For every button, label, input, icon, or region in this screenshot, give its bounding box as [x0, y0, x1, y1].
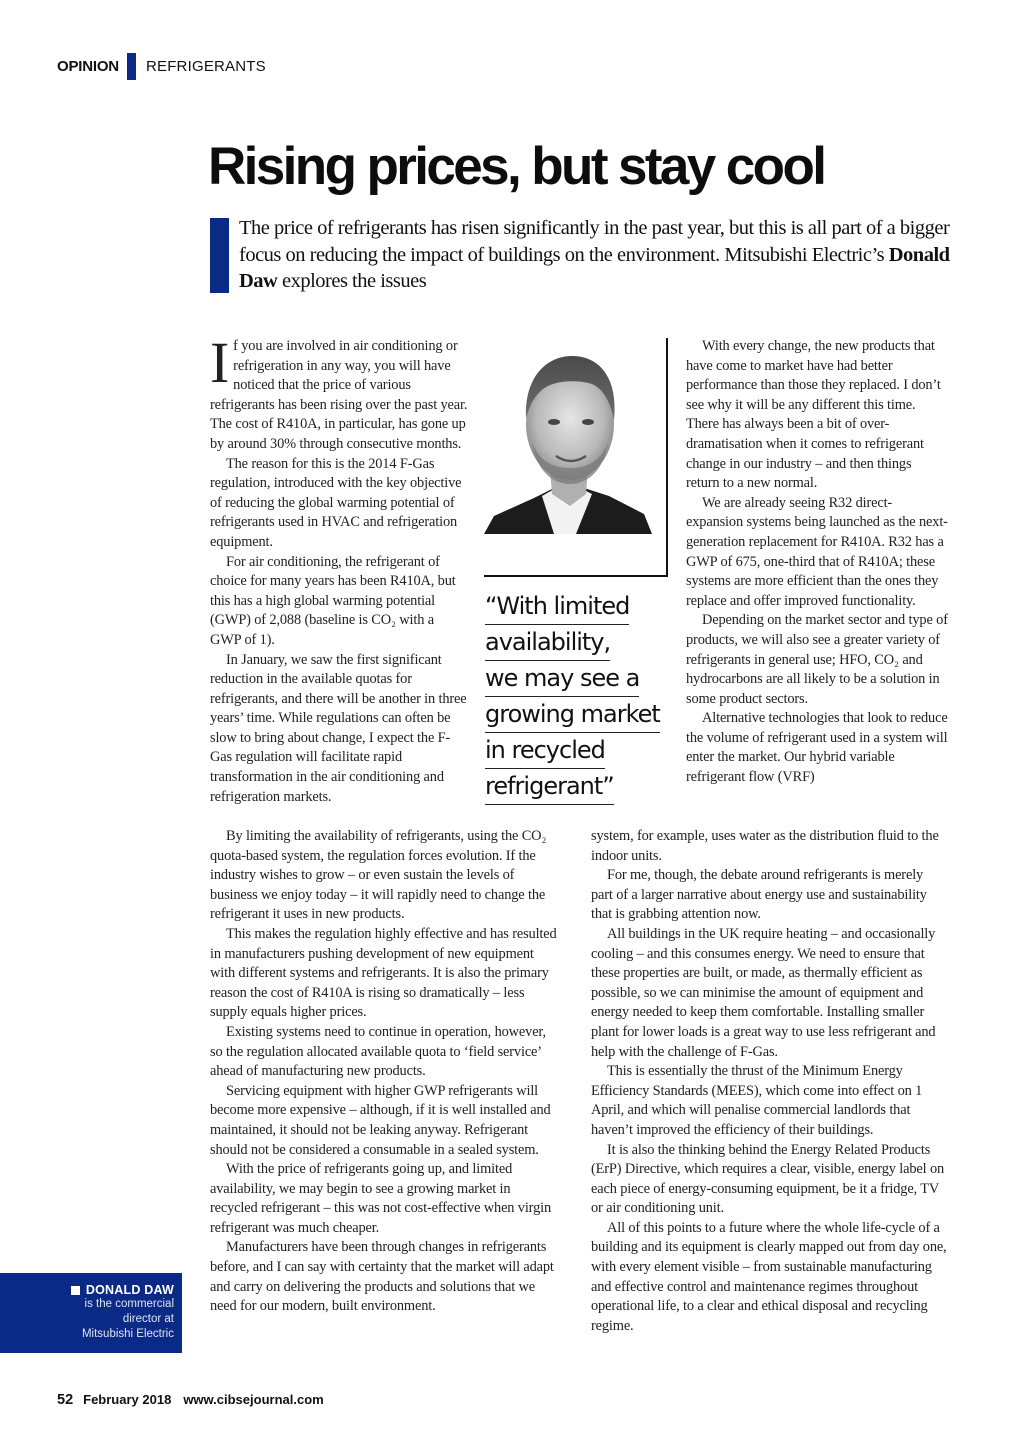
author-photo-frame [484, 338, 668, 577]
author-role-line: director at [122, 1313, 174, 1325]
article-headline: Rising prices, but stay cool [208, 137, 825, 196]
website-url[interactable]: www.cibsejournal.com [183, 1392, 324, 1407]
article-paragraph: All of this points to a future where the whole life-cycle of a building and its equipment is clearly mapped out from day one, with every element visible – from sustainable manufacturing and effective control and maintenance regimes throughout operational life, to a clear and ethical disposal and recycling regime. [591, 1219, 947, 1334]
standfirst-text [239, 215, 950, 295]
author-bio-box [0, 1273, 182, 1353]
page-number: 52 [57, 1392, 74, 1408]
article-paragraph: For air conditioning, the refrigerant of choice for many years has been R410A, but this has a high global warming potential (GWP) of 2,088 (baseline is CO₂ with a GWP of 1). [210, 553, 456, 648]
standfirst-text-before: The price of refrigerants has risen significantly in the past year, but this is all part of a bigger focus on reducing the impact of buildings on the environment. Mitsubishi Electric’s [239, 217, 950, 266]
paragraph-text: f you are involved in air conditioning or refrigeration in any way, you will have noticed that the price of various refrigerants has been rising over the past year. The cost of R410A, in particular, has gone up by around 30% through consecutive months. [210, 338, 468, 452]
standfirst-accent-bar [210, 218, 229, 293]
article-paragraph: This makes the regulation highly effective and has resulted in manufacturers pushing development of new equipment with different systems and refrigerants. It is also the primary reason the cost of R410A is rising so dramatically – less supply equals higher prices. [210, 925, 557, 1021]
article-paragraph: All buildings in the UK require heating – and occasionally cooling – and this consumes energy. We need to ensure that these properties are built, or made, as thermally efficient as possible, so we can minimise the amount of equipment and energy needed to keep them comfortable. Installing smaller plant for lower loads is a great way to use less refrigerant and help with the challenge of F-Gas. [591, 925, 936, 1060]
author-photo [484, 338, 652, 534]
article-paragraph: This is essentially the thrust of the Minimum Energy Efficiency Standards (MEES), which come into effect on 1 April, and which will penalise commercial landlords that haven’t improved the efficiency of their buildings. [591, 1063, 923, 1138]
pull-quote-line: “With limited [485, 590, 629, 625]
standfirst-text-after: explores the issues [277, 270, 427, 292]
author-name-row [0, 1283, 174, 1297]
article-paragraph: Existing systems need to continue in operation, however, so the regulation allocated available quota to ‘field service’ ahead of manufacturing new products. [210, 1023, 546, 1080]
issue-date: February 2018 [83, 1392, 172, 1407]
drop-cap: I [210, 330, 230, 395]
author-role-line: Mitsubishi Electric [81, 1328, 174, 1340]
article-paragraph: With the price of refrigerants going up, and limited availability, we may begin to see a growing market in recycled refrigerant – this was not cost-effective when virgin refrigerant was much cheaper. [210, 1161, 552, 1236]
article-column-2-lower [591, 827, 948, 1336]
section-label: OPINION [57, 57, 119, 75]
page-footer [57, 1392, 324, 1408]
pull-quote [485, 590, 665, 806]
kicker-divider-bar [127, 53, 136, 80]
article-paragraph: We are already seeing R32 direct-expansion systems being launched as the next-generation replacement for R410A. R32 has a GWP of 675, one-third that of R410A; these systems are more efficient than the ones they replace and offer improved functionality. [686, 494, 948, 609]
portrait-image-icon [484, 338, 652, 534]
article-paragraph: In January, we saw the first significant reduction in the available quotas for refrigerants, and there will be another in three years’ time. While regulations can often be slow to bring about change, I expect the F-Gas regulation will facilitate rapid transformation in the air conditioning and refrigeration markets. [210, 651, 467, 805]
article-paragraph: system, for example, uses water as the distribution fluid to the indoor units. [591, 828, 939, 864]
topic-label: REFRIGERANTS [145, 57, 266, 75]
article-column-1-lower [210, 827, 560, 1317]
article-paragraph: By limiting the availability of refrigerants, using the CO₂ quota-based system, the regulation forces evolution. If the industry wishes to grow – or even sustain the levels of business we enjoy today – it will rapidly need to change the refrigerant it uses in new products. [210, 828, 547, 923]
pull-quote-line: we may see a [485, 662, 639, 697]
square-bullet-icon [71, 1286, 80, 1295]
article-paragraph: For me, though, the debate around refrigerants is merely part of a larger narrative about energy use and sustainability that is grabbing attention now. [591, 867, 927, 923]
article-column-1 [210, 330, 468, 807]
article-column-3 [686, 337, 948, 788]
pull-quote-line: availability, [485, 626, 610, 661]
article-paragraph: The reason for this is the 2014 F-Gas regulation, introduced with the key objective of reducing the global warming potential of refrigerants used in HVAC and refrigeration equipment. [210, 455, 462, 550]
pull-quote-line: refrigerant” [485, 770, 614, 805]
article-paragraph: It is also the thinking behind the Energy Related Products (ErP) Directive, which requires a clear, visible, energy label on each piece of energy-consuming equipment, be it a fridge, TV or air conditioning unit. [591, 1141, 945, 1217]
article-paragraph: With every change, the new products that have come to market have had better performance than those they replaced. I don’t see why it will be any different this time. There has always been a bit of over-dramatisation when it comes to refrigerant change in our industry – and then things return to a new normal. [686, 338, 941, 492]
article-paragraph: Manufacturers have been through changes in refrigerants before, and I can say with certainty that the market will adapt and carry on delivering the products and solutions that we need for our modern, built environment. [210, 1239, 554, 1315]
article-paragraph [210, 330, 468, 455]
pull-quote-line: growing market [485, 698, 660, 733]
standfirst-author-name: Donald Daw [239, 243, 950, 292]
article-paragraph: Servicing equipment with higher GWP refrigerants will become more expensive – although, if it is well installed and maintained, it should not be leaking anyway. Refrigerant should not be considered a consumable in a sealed system. [210, 1082, 551, 1158]
article-paragraph: Depending on the market sector and type of products, we will also see a greater variety of refrigerants in general use; HFO, CO₂ and hydrocarbons are all likely to be a solution in some product sectors. [686, 612, 948, 707]
standfirst [210, 215, 950, 295]
author-name: DONALD DAW [85, 1283, 174, 1297]
article-paragraph: Alternative technologies that look to reduce the volume of refrigerant used in a system will enter the market. Our hybrid variable refrigerant flow (VRF) [686, 710, 948, 786]
section-kicker [57, 55, 266, 77]
author-role-line: is the commercial [84, 1298, 174, 1310]
pull-quote-line: in recycled [485, 734, 605, 769]
